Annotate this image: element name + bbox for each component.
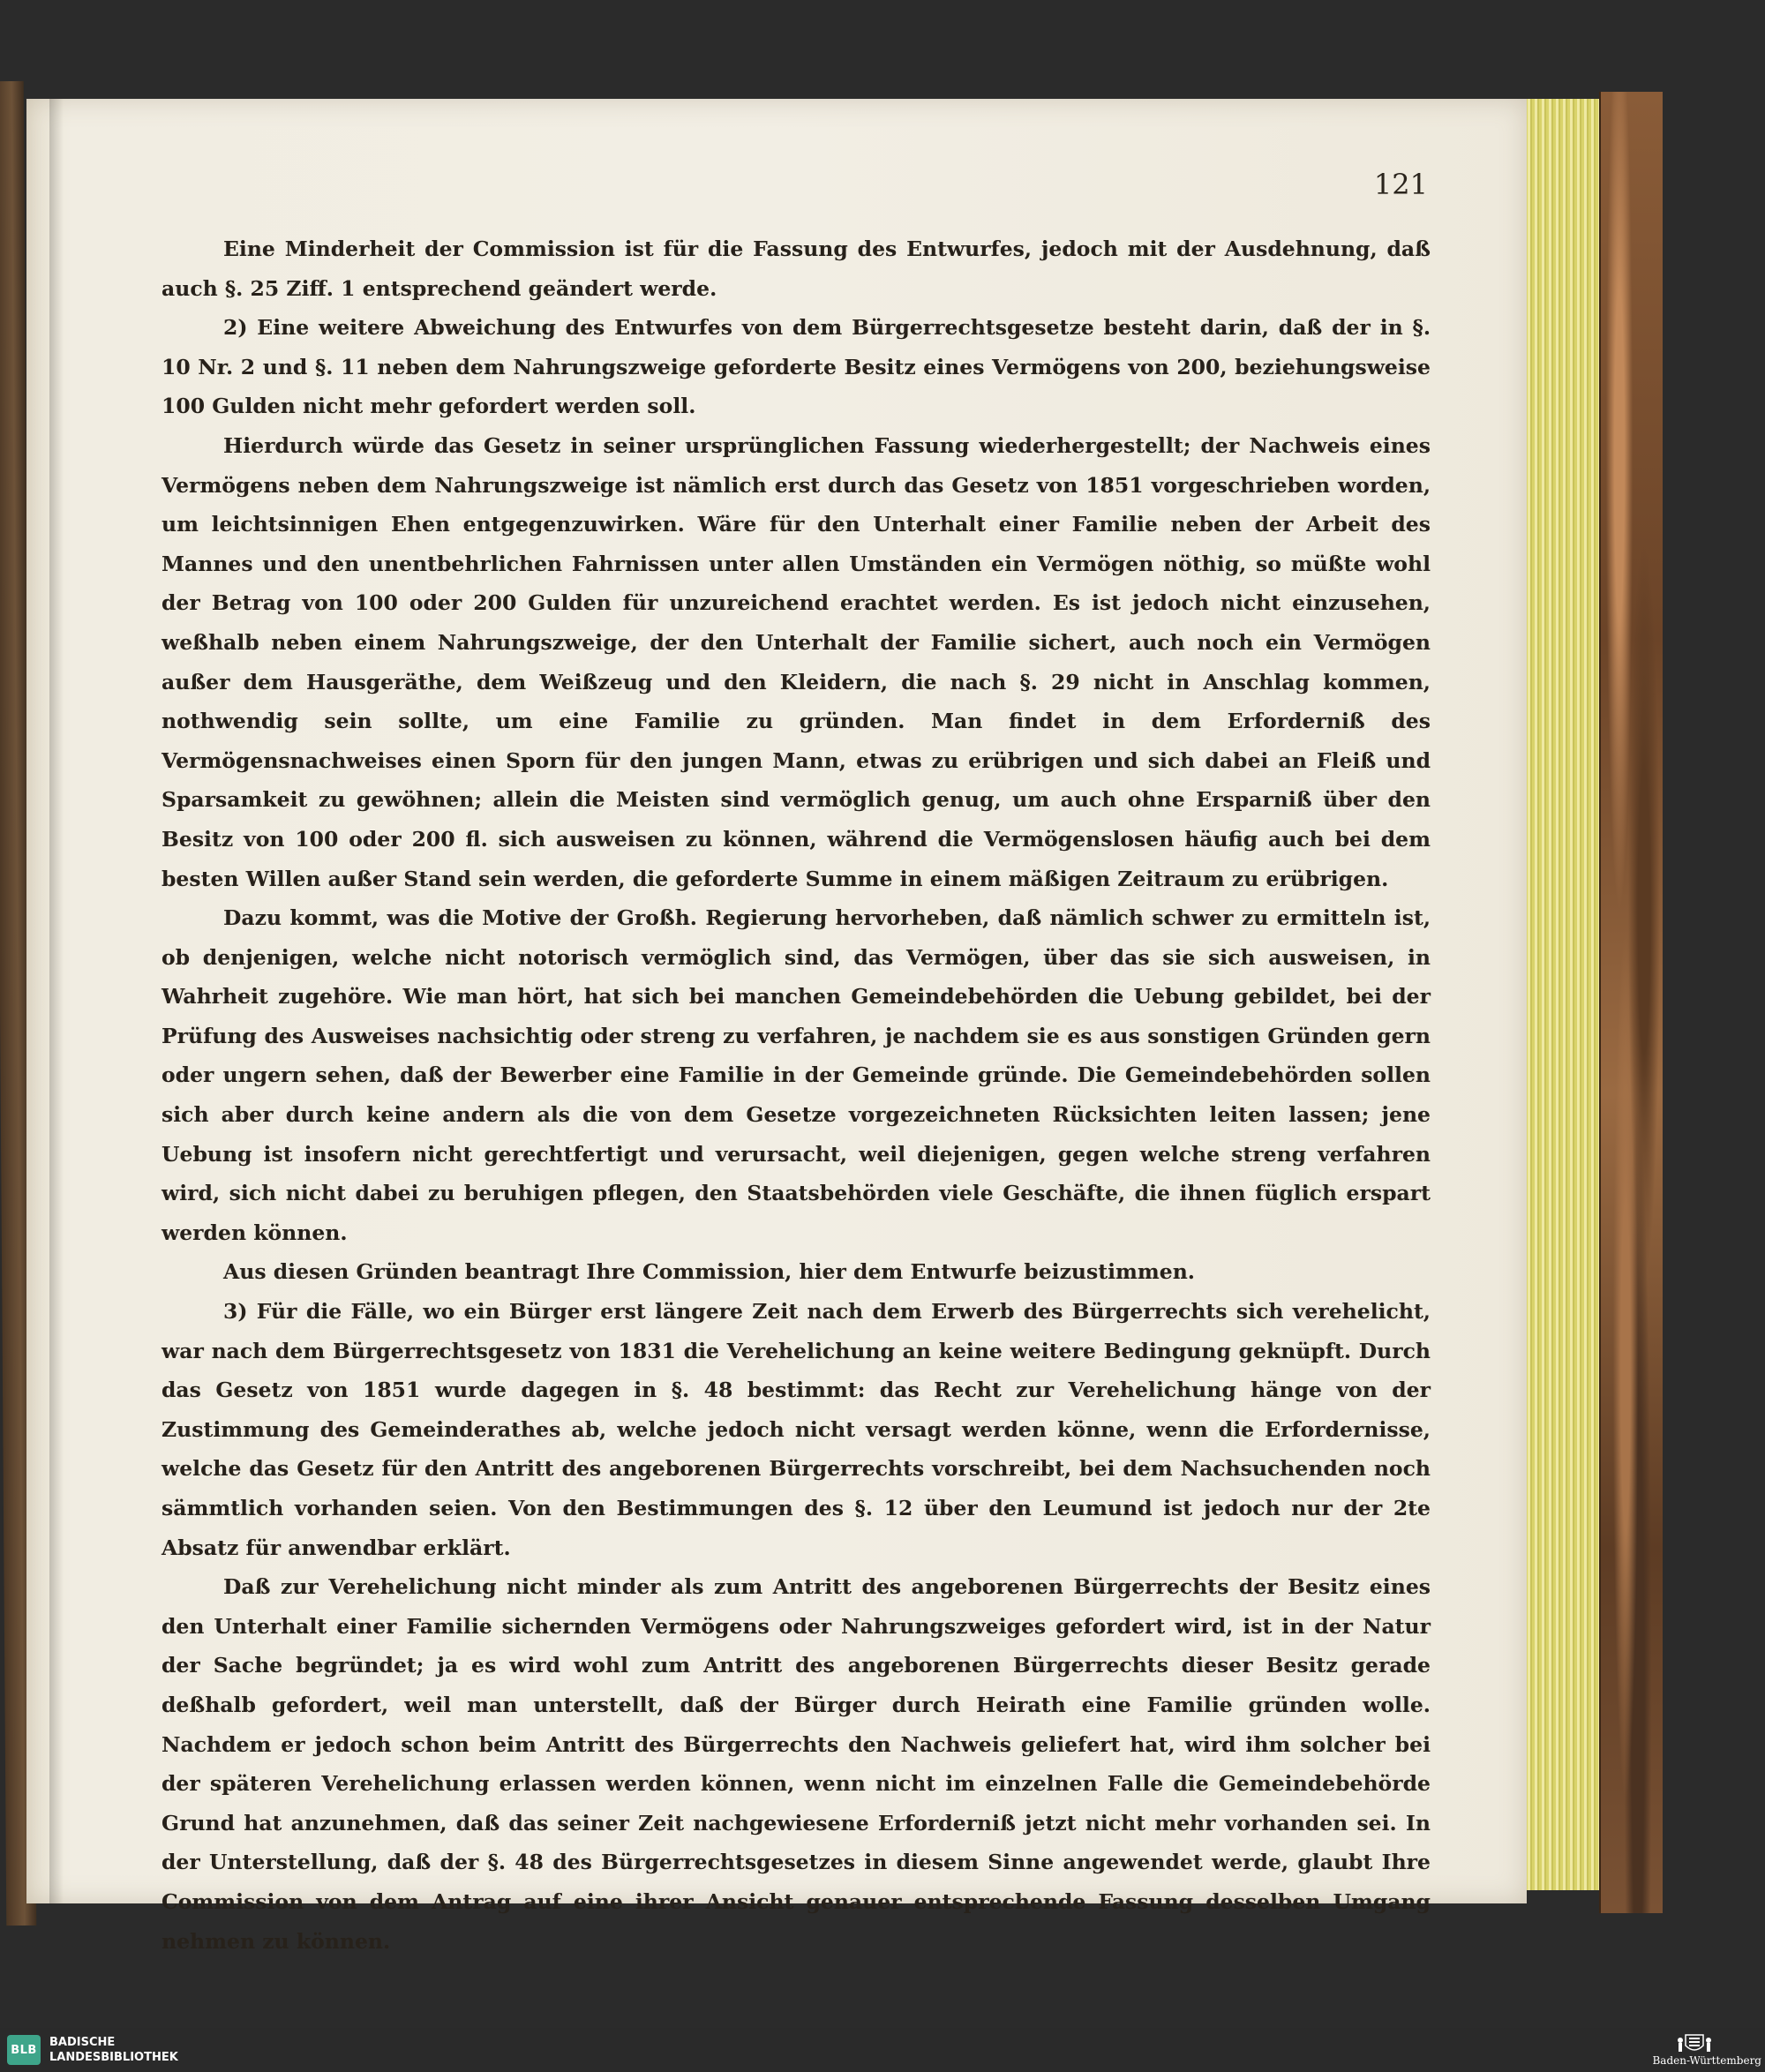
paragraph-6: 3) Für die Fälle, wo ein Bürger erst längere Zeit nach dem Erwerb des Bürgerrechts sich verehelicht, war nach dem Bürgerrechtsgesetz von 1831 die Verehelichung an keine weitere Bedingung geknüpft. Durch das Gesetz von 1851 wurde dagegen in §. 48 bestimmt: das Recht zur Verehelichung hänge von der Zustimmung des Gemeinderathes ab, welche jedoch nicht versagt werden könne, wenn die Erfordernisse, welche das Gesetz für den Antritt des angeborenen Bürgerrechts vorschreibt, bei dem Nachsuchenden noch sämmtlich vorhanden seien. Von den Bestimmungen des §. 12 über den Leumund ist jedoch nur der 2te Absatz für anwendbar erklärt. <box>161 1299 1431 1560</box>
paragraph-7: Daß zur Verehelichung nicht minder als zum Antritt des angeborenen Bürgerrechts der Besitz eines den Unterhalt einer Familie sichernden Vermögens oder Nahrungszweiges gefordert wird, ist in der Natur der Sache begründet; ja es wird wohl zum Antritt des angeborenen Bürgerrechts dieser Besitz gerade deßhalb gefordert, weil man unterstellt, daß der Bürger durch Heirath eine Familie gründen wolle. Nachdem er jedoch schon beim Antritt des Bürgerrechts den Nachweis geliefert hat, wird ihm solcher bei der späteren Verehelichung erlassen werden können, wenn nicht im einzelnen Falle die Gemeindebehörde Grund hat anzunehmen, daß das seiner Zeit nachgewiesene Erforderniß jetzt nicht mehr vorhanden sei. In der Unterstellung, daß der §. 48 des Bürgerrechtsgesetzes in diesem Sinne angewendet werde, glaubt Ihre Commission von dem Antrag auf eine ihrer Ansicht genauer entsprechende Fassung desselben Umgang nehmen zu können. <box>161 1574 1431 1954</box>
right-cover-board <box>1599 92 1663 1913</box>
paragraph-2: 2) Eine weitere Abweichung des Entwurfes von dem Bürgerrechtsgesetze besteht darin, daß der in §. 10 Nr. 2 und §. 11 neben dem Nahrungszweige geforderte Besitz eines Vermögens von 200, beziehungsweise 100 Gulden nicht mehr gefordert werden soll. <box>161 315 1431 419</box>
blb-logo[interactable]: BLB <box>7 2035 41 2065</box>
page-number: 121 <box>1373 168 1428 201</box>
library-name-line-2: LANDESBIBLIOTHEK <box>49 2051 178 2064</box>
partner-label: Baden-Württemberg <box>1652 2054 1761 2067</box>
paragraph-1: Eine Minderheit der Commission ist für die Fassung des Entwurfes, jedoch mit der Ausdehnung, daß auch §. 25 Ziff. 1 entsprechend geändert werde. <box>161 236 1431 301</box>
library-name-line-1: BADISCHE <box>49 2036 116 2049</box>
library-name <box>49 2035 178 2065</box>
viewer-footer <box>0 2028 1765 2072</box>
page-gutter-shadow <box>49 99 64 1903</box>
paragraph-4: Dazu kommt, was die Motive der Großh. Regierung hervorheben, daß nämlich schwer zu ermitteln ist, ob denjenigen, welche nicht notorisch vermöglich sind, das Vermögen, über das sie sich ausweisen, in Wahrheit zugehöre. Wie man hört, hat sich bei manchen Gemeindebehörden die Uebung gebildet, bei der Prüfung des Ausweises nachsichtig oder streng zu verfahren, je nachdem sie es aus sonstigen Gründen gern oder ungern sehen, daß der Bewerber eine Familie in der Gemeinde gründe. Die Gemeindebehörden sollen sich aber durch keine andern als die von dem Gesetze vorgezeichneten Rücksichten leiten lassen; jene Uebung ist insofern nicht gerechtfertigt und verursacht, weil diejenigen, gegen welche streng verfahren wird, sich nicht dabei zu beruhigen pflegen, den Staatsbehörden viele Geschäfte, die ihnen füglich erspart werden können. <box>161 905 1431 1245</box>
baden-wuerttemberg-crest-icon <box>1659 2031 1730 2056</box>
paragraph-3: Hierdurch würde das Gesetz in seiner ursprünglichen Fassung wiederhergestellt; der Nachweis eines Vermögens neben dem Nahrungszweige ist nämlich erst durch das Gesetz von 1851 vorgeschrieben worden, um leichtsinnigen Ehen entgegenzuwirken. Wäre für den Unterhalt einer Familie neben der Arbeit des Mannes und den unentbehrlichen Fahrnissen unter allen Umständen ein Vermögen nöthig, so müßte wohl der Betrag von 100 oder 200 Gulden für unzureichend erachtet werden. Es ist jedoch nicht einzusehen, weßhalb neben einem Nahrungszweige, der den Unterhalt der Familie sichert, auch noch ein Vermögen außer dem Hausgeräthe, dem Weißzeug und den Kleidern, die nach §. 29 nicht in Anschlag kommen, nothwendig sein sollte, um eine Familie zu gründen. Man findet in dem Erforderniß des Vermögensnachweises einen Sporn für den jungen Mann, etwas zu erübrigen und sich dabei an Fleiß und Sparsamkeit zu gewöhnen; allein die Meisten sind vermöglich genug, um auch ohne Ersparniß über den Besitz von 100 oder 200 fl. sich ausweisen zu können, während die Vermögenslosen häufig auch bei dem besten Willen außer Stand sein werden, die geforderte Summe in einem mäßigen Zeitraum zu erübrigen. <box>161 432 1431 891</box>
page-edges <box>1518 99 1606 1890</box>
page-text <box>161 229 1431 1961</box>
book-page <box>26 99 1527 1954</box>
paragraph-5: Aus diesen Gründen beantragt Ihre Commission, hier dem Entwurfe beizustimmen. <box>223 1259 1195 1285</box>
